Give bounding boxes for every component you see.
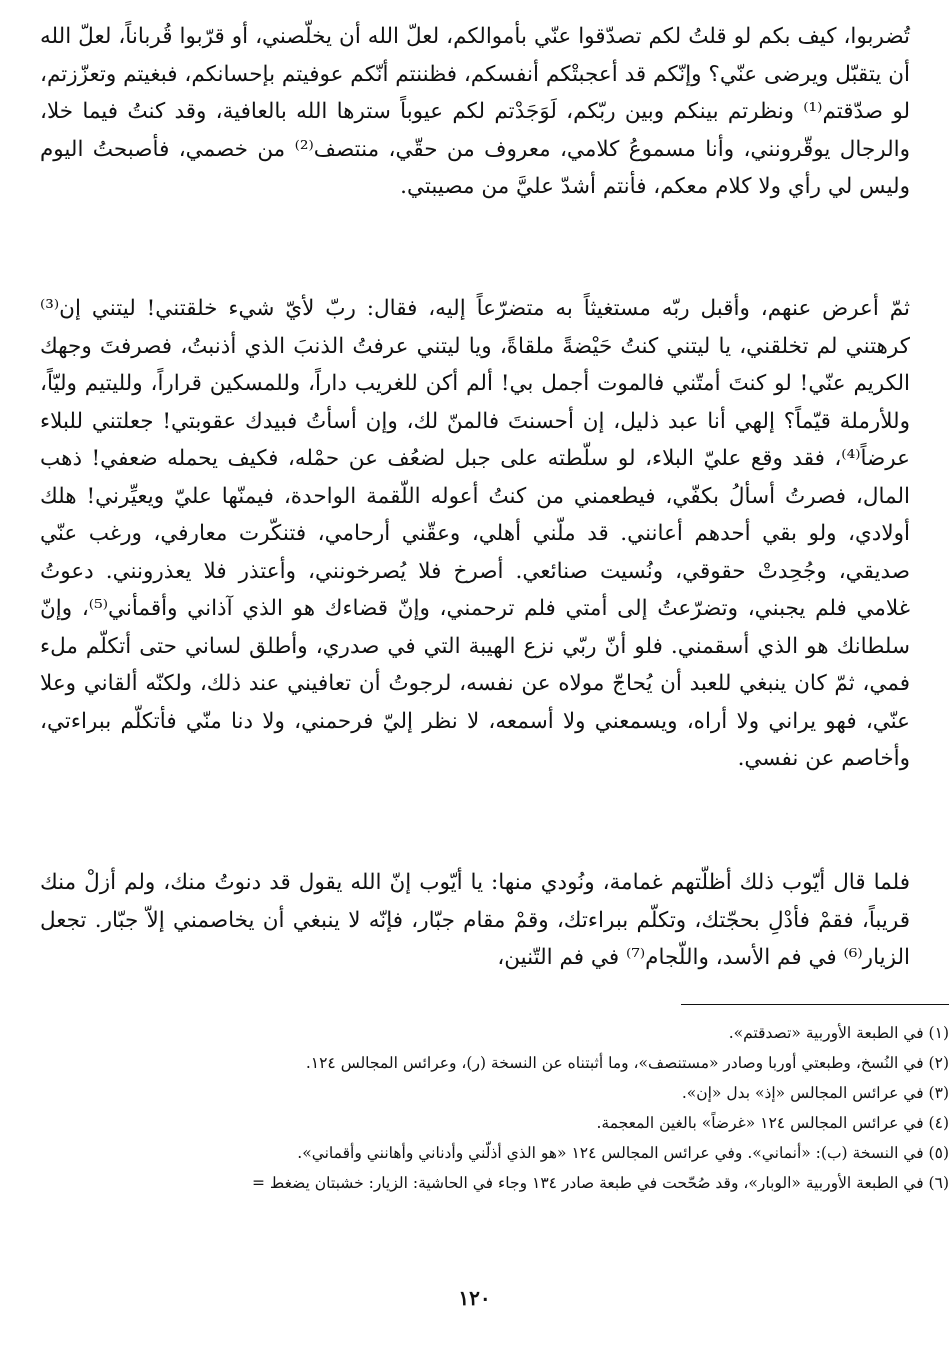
- footnote-1: (١) في الطبعة الأوربية «تصدقتم».: [728, 1024, 949, 1042]
- body-paragraph-3: فلما قال أيّوب ذلك أظلّتهم غمامة، ونُودي منها: يا أيّوب إنّ الله يقول قد دنوتُ منك، ولم أزلْ منك قريباً، فقمْ فأدْلِ بحجّتك، وتكلّم ببراءتك، وقمْ مقام جبّار، فإنّه لا ينبغي أن يخاصمني إلاّ جبّار. تجعل الزيار⁽⁶⁾ في فم الأسد، واللّجام⁽⁷⁾ في فم التّنين،: [40, 870, 910, 970]
- footnote-4: (٤) في عرائس المجالس ١٢٤ «غرضاً» بالغين المعجمة.: [596, 1114, 949, 1132]
- page-number: ١٢٠: [458, 1286, 491, 1310]
- book-page: [40, 18, 910, 978]
- body-paragraph-2: ثمّ أعرض عنهم، وأقبل ربّه مستغيثاً به متضرّعاً إليه، فقال: ربّ لأيّ شيء خلقتني! ليتني إن⁽³⁾ كرهتني لم تخلقني، يا ليتني كنتُ حَيْضةً ملقاةً، ويا ليتني عرفتُ الذنبَ الذي أذنبتُ، فصرفتَ وجهك الكريم عنّي! لو كنتَ أمتّني فالموت أجمل بي! ألم أكن للغريب داراً، وللمسكين قراراً، ولليتيم وليّاً، وللأرملة قيّماً؟ إلهي أنا عبد ذليل، إن أحسنتَ فالمنّ لك، وإن أسأتُ فبيدك عقوبتي! جعلتني للبلاء عرضاً⁽⁴⁾، فقد وقع عليّ البلاء، لو سلّطته على جبل لضعُف عن حمْله، فكيف يحمله ضعفي! ذهب المال، فصرتُ أسألُ بكفّي، فيطعمني من كنتُ أعوله اللّقمة الواحدة، فيمنّها عليّ ويعيِّرني! هلك أولادي، ولو بقي أحدهم أعانني. قد ملّني أهلي، وعقّني أرحامي، فتنكّرت معارفي، ورغب عنّي صديقي، وجُحِدتْ حقوقي، ونُسيت صنائعي. أصرخ فلا يُصرخونني، وأعتذر فلا يعذرونني. دعوتُ غلامي فلم يجبني، وتضرّعتُ إلى أمتي فلم ترحمني، وإنّ قضاءك هو الذي آذاني وأقمأني⁽⁵⁾، وإنّ سلطانك هو الذي أسقمني. فلو أنّ ربّي نزع الهيبة التي في صدري، وأطلق لساني حتى أتكلّم ملء فمي، ثمّ كان ينبغي للعبد أن يُحاجّ مولاه عن نفسه، لرجوتُ أن تعافيني عند ذلك، ولكنّه ألقاني وعلا عنّي، فهو يراني ولا أراه، ويسمعني ولا أسمعه، لا نظر إليّ فرحمني، ولا دنا منّي فأتكلّم ببراءتي، وأخاصم عن نفسي.: [40, 296, 910, 771]
- footnote-5: (٥) في النسخة (ب): «أنماني». وفي عرائس المجالس ١٢٤ «هو الذي أذلّني وأدناني وأهانني وأقماني».: [297, 1144, 949, 1162]
- footnote-6: (٦) في الطبعة الأوربية «الوبار»، وقد صُحّحت في طبعة صادر ١٣٤ وجاء في الحاشية: الزيار: خشبتان يضغط =: [252, 1174, 949, 1192]
- footnote-3: (٣) في عرائس المجالس «إذ» بدل «إن».: [681, 1084, 949, 1102]
- footnote-divider: [681, 1004, 949, 1005]
- footnote-2: (٢) في النُسخ، وطبعتي أوربا وصادر «مستنصف»، وما أثبتناه عن النسخة (ر)، وعرائس المجالس ١٢٤.: [305, 1054, 949, 1072]
- footnotes-list: [79, 1018, 949, 1198]
- body-paragraph-1: تُضربوا، كيف بكم لو قلتُ لكم تصدّقوا عنّي بأموالكم، لعلّ الله أن يخلّصني، أو قرّبوا قُرباناً، لعلّ الله أن يتقبّل ويرضى عنّي؟ وإنّكم قد أعجبتْكم أنفسكم، فظننتم أنّكم عوفيتم بإحسانكم، فبغيتم وتعزّزتم، لو صدّقتم⁽¹⁾ ونظرتم بينكم وبين ربّكم، لَوَجَدْتم لكم عيوباً سترها الله بالعافية، وقد كنتُ فيما خلا، والرجال يوقّرونني، وأنا مسموعُ كلامي، معروف من حقّي، منتصف⁽²⁾ من خصمي، فأصبحتُ اليوم وليس لي رأي ولا كلام معكم، فأنتم أشدّ عليَّ من مصيبتي.: [40, 24, 911, 199]
